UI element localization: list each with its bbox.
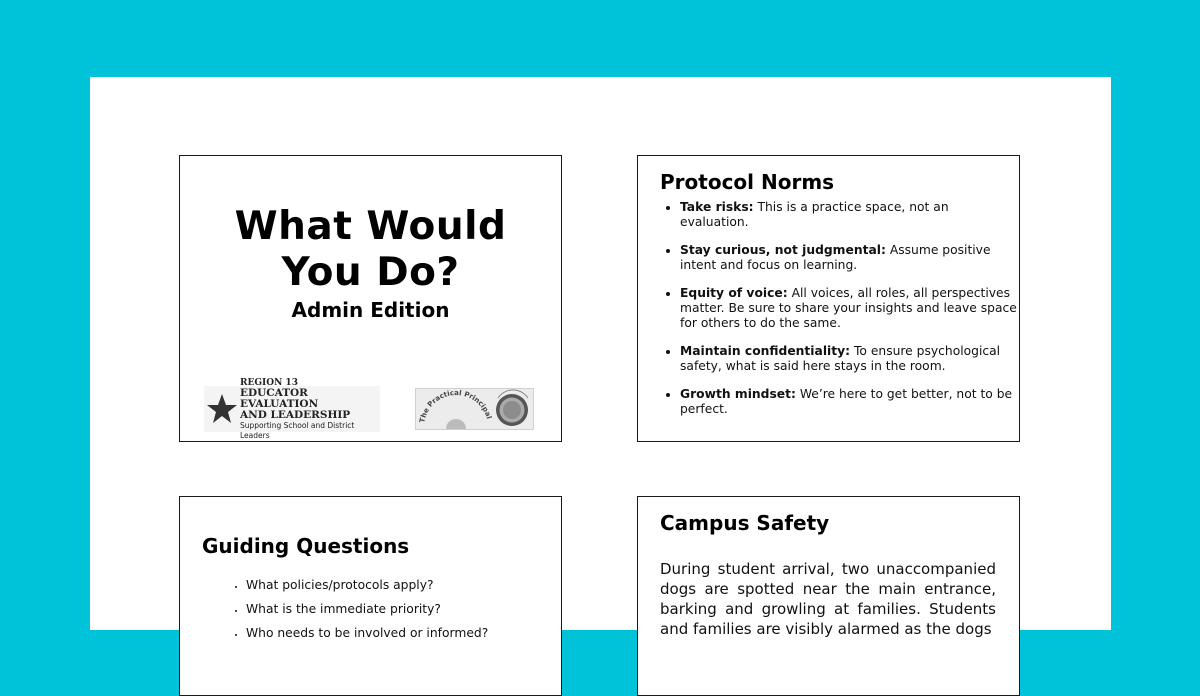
norms-heading: Protocol Norms [660, 170, 835, 194]
practical-principal-logo [415, 388, 534, 430]
practical-principal-emblem [416, 389, 533, 429]
region13-logo-text [240, 378, 380, 441]
norm-label: Growth mindset: [680, 387, 796, 401]
norm-label: Maintain confidentiality: [680, 344, 851, 358]
slide-title [180, 204, 561, 296]
norm-label: Equity of voice: [680, 286, 788, 300]
logo-line-3: AND LEADERSHIP [240, 408, 351, 421]
list-item: • Who needs to be involved or informed? [246, 621, 488, 645]
norm-label: Take risks: [680, 200, 754, 214]
list-item [680, 243, 1020, 273]
list-item [680, 344, 1020, 374]
logo-line-1: REGION 13 [240, 377, 298, 388]
norm-label: Stay curious, not judgmental: [680, 243, 886, 257]
slide-subtitle: Admin Edition [291, 298, 450, 322]
norms-slide [637, 155, 1020, 442]
questions-heading: Guiding Questions [202, 534, 410, 558]
document-sheet [90, 77, 1111, 640]
safety-slide [637, 496, 1020, 696]
logo-line-4: Supporting School and District Leaders [240, 420, 355, 440]
title-line-2: You Do? [281, 250, 460, 295]
svg-text:The Practical Principal: The Practical Principal [418, 389, 493, 424]
safety-body-text: During student arrival, two unaccompanied dogs are spotted near the main entrance, barking and growling at families. Students and families are visibly alarmed as the dogs [660, 560, 996, 638]
norms-list [660, 200, 1020, 430]
questions-list [226, 573, 488, 645]
list-item [680, 286, 1020, 331]
list-item: • What policies/protocols apply? [246, 573, 488, 597]
questions-slide [179, 496, 562, 696]
norm-text: To ensure psychological safety, what is said here stays in the room. [680, 344, 1001, 373]
norm-text: This is a practice space, not an evaluation. [680, 200, 949, 229]
norm-text: All voices, all roles, all perspectives matter. Be sure to share your insights and leave space for others to do the same. [680, 286, 1017, 330]
norm-text: Assume positive intent and focus on learning. [680, 243, 991, 272]
list-item [680, 200, 1020, 230]
title-line-1: What Would [234, 204, 507, 249]
star-icon [206, 393, 238, 425]
region13-logo [204, 377, 380, 440]
list-item: • What is the immediate priority? [246, 597, 488, 621]
logo-line-2: EDUCATOR EVALUATION [240, 386, 319, 410]
norm-text: We’re here to get better, not to be perfect. [680, 387, 1013, 416]
safety-heading: Campus Safety [660, 511, 830, 535]
list-item [680, 387, 1020, 417]
title-slide [179, 155, 562, 442]
